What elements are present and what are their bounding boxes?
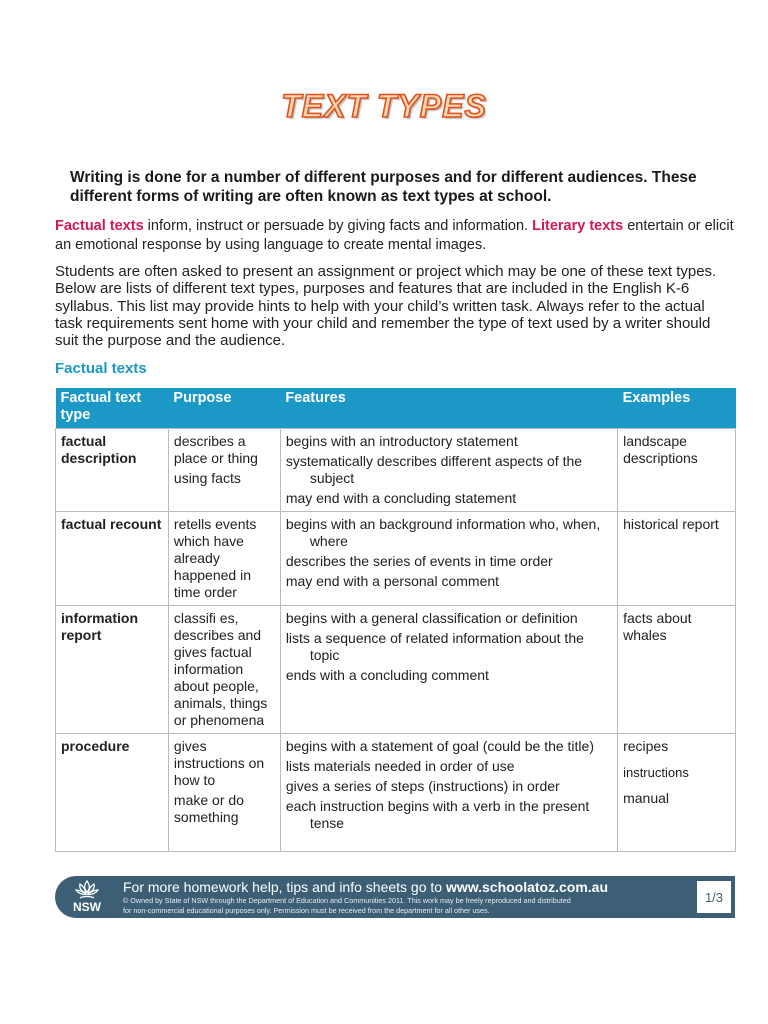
row-features: [280, 734, 617, 852]
table-row: [56, 606, 736, 734]
footer-banner: [55, 876, 735, 918]
definitions-paragraph: [55, 217, 735, 255]
row-features: [280, 512, 617, 606]
header-text-type: Factual text type: [56, 388, 169, 429]
purpose-line: make or do something: [173, 792, 244, 825]
feature-item: may end with a concluding statement: [285, 490, 517, 506]
row-examples: [618, 606, 736, 734]
feature-item: systematically describes different aspects of the subject: [285, 453, 583, 486]
row-purpose: [168, 512, 280, 606]
waratah-flower-icon: [74, 879, 100, 901]
feature-item: begins with an background information who, when, where: [285, 516, 601, 549]
table-row: [56, 512, 736, 606]
nsw-logo: [67, 879, 107, 915]
example-item: facts about whales: [623, 610, 692, 643]
feature-item: begins with a general classification or definition: [285, 610, 578, 626]
row-examples: [618, 429, 736, 512]
page-title: TEXT TYPES: [281, 88, 487, 124]
text-types-table: [55, 388, 736, 852]
header-examples: Examples: [618, 388, 736, 429]
row-text-type: factual description: [56, 429, 169, 512]
factual-texts-definition: inform, instruct or persuade by giving facts and information.: [143, 218, 533, 234]
row-text-type: factual recount: [56, 512, 169, 606]
literary-texts-definition: entertain or elicit an emotional response by using language to create mental images.: [55, 218, 734, 253]
feature-item: lists a sequence of related information about the topic: [285, 630, 584, 663]
feature-item: lists materials needed in order of use: [285, 758, 515, 774]
table-row: [56, 734, 736, 852]
row-examples: [618, 512, 736, 606]
feature-item: gives a series of steps (instructions) in order: [285, 778, 560, 794]
copyright-line: for non-commercial educational purposes only. Permission must be received from the department for all other uses.: [123, 905, 490, 915]
footer-url-link[interactable]: www.schoolatoz.com.au: [445, 879, 609, 895]
page-number: 1/3: [697, 881, 731, 913]
header-features: Features: [280, 388, 617, 429]
example-item: historical report: [623, 516, 719, 532]
purpose-line: using facts: [173, 470, 241, 486]
row-text-type: information report: [56, 606, 169, 734]
row-purpose: [168, 734, 280, 852]
table-row: [56, 429, 736, 512]
feature-item: begins with an introductory statement: [285, 433, 518, 449]
example-item: landscape descriptions: [623, 433, 698, 466]
row-text-type: procedure: [56, 734, 169, 852]
row-purpose: [168, 429, 280, 512]
purpose-line: describes a place or thing: [173, 433, 258, 466]
section-heading-factual-texts: Factual texts: [55, 360, 147, 377]
feature-item: each instruction begins with a verb in the present tense: [285, 798, 590, 831]
literary-texts-term: Literary texts: [532, 218, 624, 234]
footer-copyright: [123, 896, 663, 915]
table-header-row: [56, 388, 736, 429]
purpose-line: gives instructions on how to: [173, 738, 265, 788]
row-examples: [618, 734, 736, 852]
row-features: [280, 429, 617, 512]
explanation-paragraph: Students are often asked to present an assignment or project which may be one of these text types. Below are lists of different text types, purposes and features that are included in the English K-6 syllabus. This list may provide hints to help with your child’s written task. Always refer to the actual task requirements sent home with your child and remember the type of text used by a writer should suit the purpose and the audience.: [55, 263, 717, 350]
row-features: [280, 606, 617, 734]
feature-item: begins with a statement of goal (could be the title): [285, 738, 594, 754]
example-item: instructions: [623, 765, 689, 780]
purpose-line: retells events which have already happened in time order: [173, 516, 257, 600]
header-purpose: Purpose: [168, 388, 280, 429]
feature-item: describes the series of events in time order: [285, 553, 553, 569]
nsw-logo-text: NSW: [73, 900, 101, 914]
purpose-line: classifi es, describes and gives factual information about people, animals, things or phenomena: [173, 610, 268, 728]
feature-item: may end with a personal comment: [285, 573, 500, 589]
intro-paragraph: Writing is done for a number of different purposes and for different audiences. These different forms of writing are often known as text types at school.: [70, 169, 697, 205]
row-purpose: [168, 606, 280, 734]
feature-item: ends with a concluding comment: [285, 667, 489, 683]
copyright-line: © Owned by State of NSW through the Department of Education and Communities 2011. This work may be freely reproduced and distributed: [123, 896, 571, 905]
footer-main-text: For more homework help, tips and info sheets go to: [123, 879, 446, 895]
footer-homework-help: [123, 879, 608, 895]
example-item: manual: [623, 790, 669, 806]
factual-texts-term: Factual texts: [55, 218, 144, 234]
example-item: recipes: [623, 738, 669, 754]
